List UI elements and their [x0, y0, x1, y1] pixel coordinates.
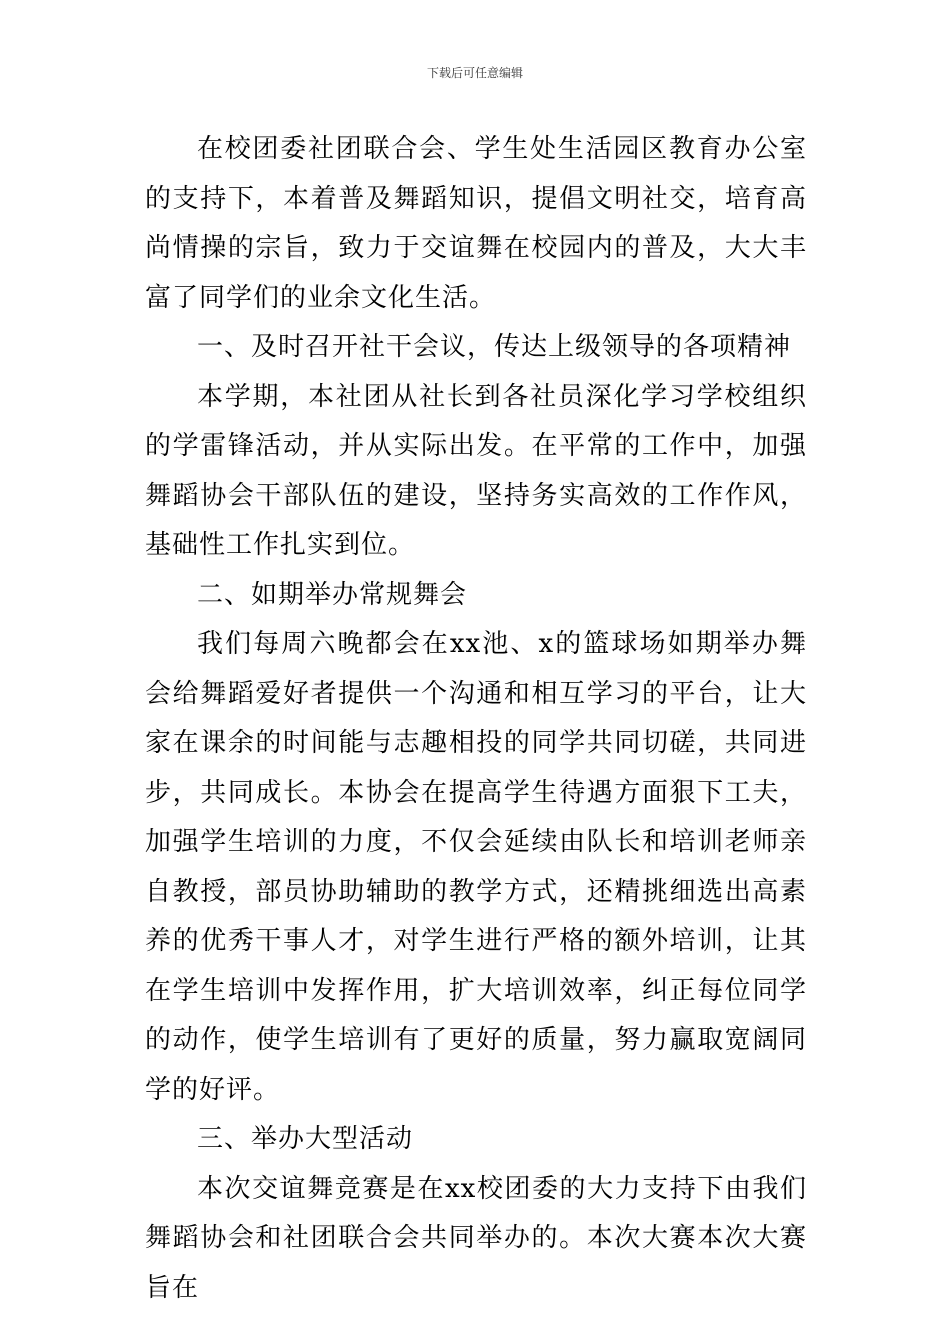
section-2-title: 二、如期举办常规舞会: [197, 579, 468, 610]
section-3-paragraph: 本次交谊舞竞赛是在xx校团委的大力支持下由我们舞蹈协会和社团联合会共同举办的。本次大赛本次大赛旨在: [145, 1173, 807, 1303]
section-1-title: 一、及时召开社干会议，传达上级领导的各项精神: [197, 332, 792, 362]
section-1-paragraph: 本学期，本社团从社长到各社员深化学习学校组织的学雷锋活动，并从实际出发。在平常的工作中，加强舞蹈协会干部队伍的建设，坚持务实高效的工作作风，基础性工作扎实到位。: [145, 381, 807, 560]
section-3-title: 三、举办大型活动: [197, 1124, 414, 1154]
intro-paragraph: 在校团委社团联合会、学生处生活园区教育办公室的支持下，本着普及舞蹈知识，提倡文明社交，培育高尚情操的宗旨，致力于交谊舞在校园内的普及，大大丰富了同学们的业余文化生活。: [145, 134, 807, 313]
header-note: 下载后可任意编辑: [426, 66, 523, 80]
document-body: [145, 125, 807, 1313]
section-2-paragraph: 我们每周六晚都会在xx池、x的篮球场如期举办舞会给舞蹈爱好者提供一个沟通和相互学习的平台，让大家在课余的时间能与志趣相投的同学共同切磋，共同进步，共同成长。本协会在提高学生待遇方面狠下工夫，加强学生培训的力度，不仅会延续由队长和培训老师亲自教授，部员协助辅助的教学方式，还精挑细选出高素养的优秀干事人才，对学生进行严格的额外培训，让其在学生培训中发挥作用，扩大培训效率，纠正每位同学的动作，使学生培训有了更好的质量，努力赢取宽阔同学的好评。: [145, 629, 807, 1105]
